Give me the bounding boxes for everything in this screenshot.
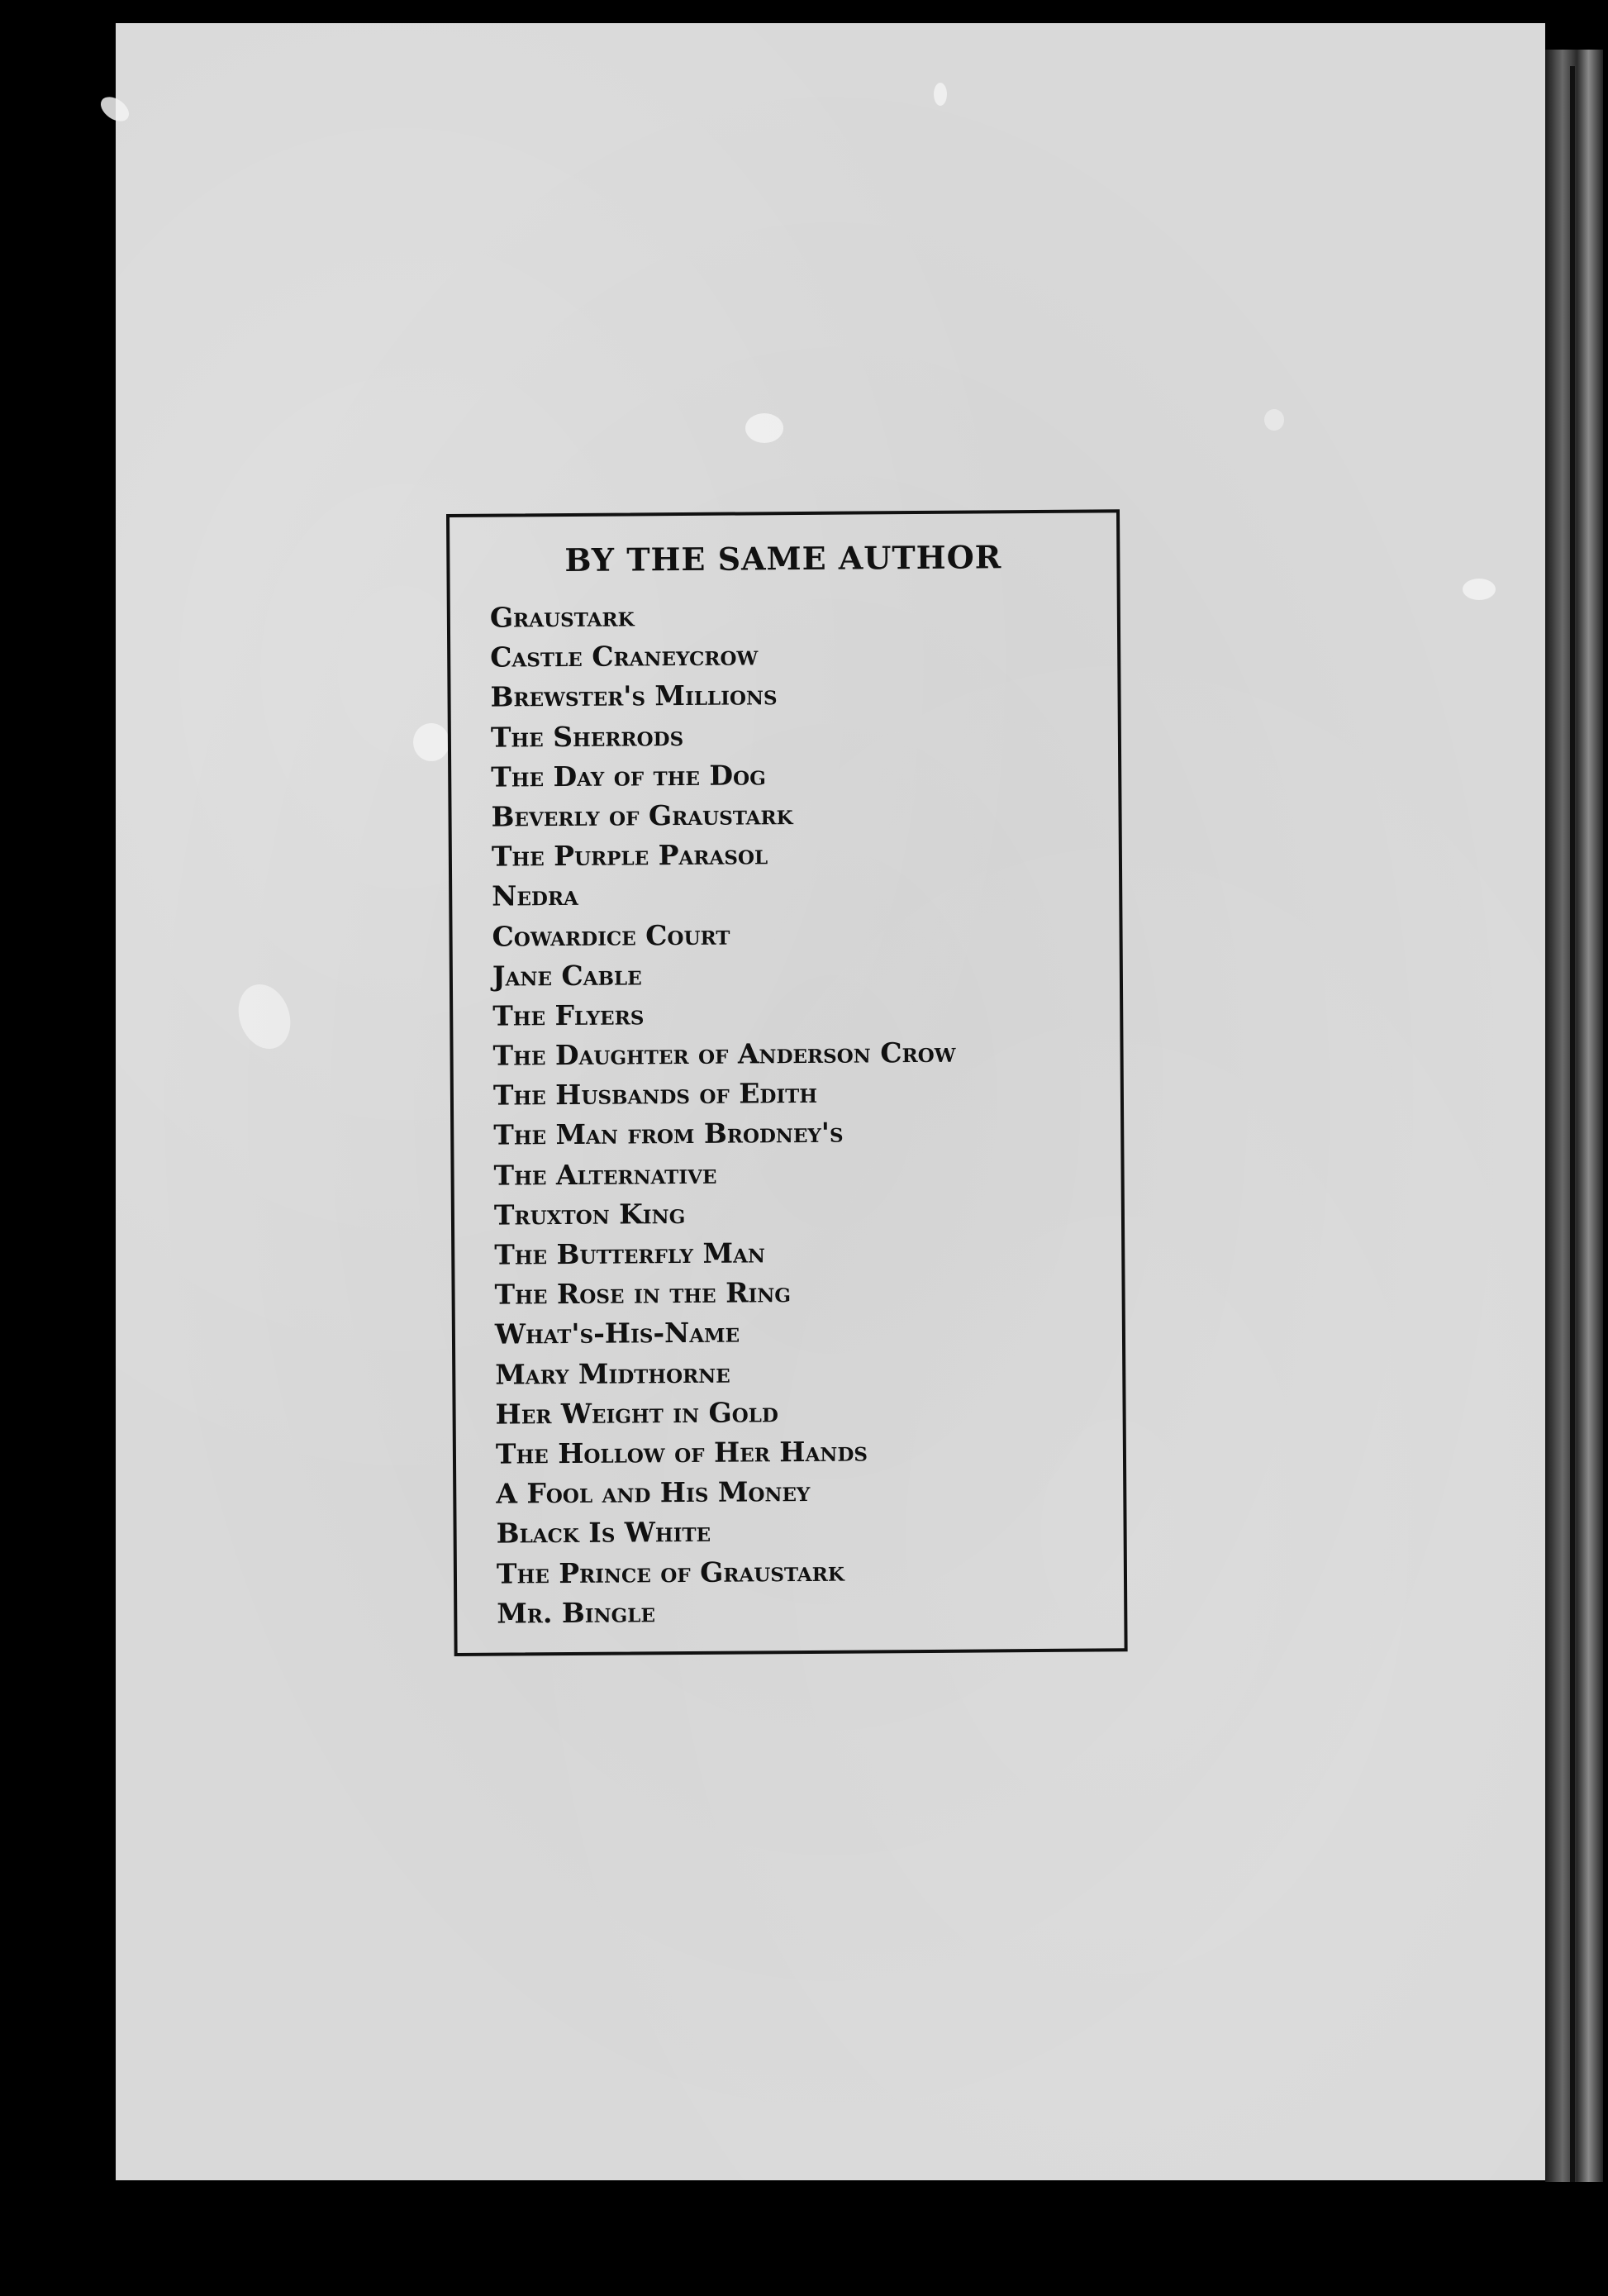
book-title: A Fool and His Money (496, 1475, 811, 1510)
book-title: Black Is White (496, 1516, 711, 1550)
book-title-list (490, 595, 960, 1634)
book-title: Nedra (492, 879, 578, 912)
book-title: Her Weight in Gold (495, 1395, 778, 1431)
book-title: The Prince of Graustark (496, 1555, 844, 1590)
book-title: The Daughter of Anderson Crow (492, 1036, 956, 1072)
book-title: The Purple Parasol (491, 838, 768, 873)
book-title: The Man from Brodney's (493, 1117, 844, 1152)
book-title: Mary Midthorne (495, 1356, 730, 1391)
book-title: Beverly of Graustark (491, 798, 793, 833)
book-title: The Rose in the Ring (494, 1276, 792, 1311)
book-title: Brewster's Millions (490, 679, 778, 714)
book-title: The Sherrods (490, 719, 684, 754)
book-title: Graustark (489, 600, 635, 634)
book-title: The Butterfly Man (494, 1236, 766, 1271)
paper-speck (745, 413, 783, 443)
paper-speck (1463, 579, 1496, 600)
book-title: The Flyers (492, 998, 645, 1032)
book-title: Mr. Bingle (497, 1595, 656, 1630)
book-title: Truxton King (493, 1197, 686, 1231)
book-title: Castle Craneycrow (490, 639, 759, 674)
book-title: The Hollow of Her Hands (495, 1435, 868, 1470)
book-title: Jane Cable (492, 959, 642, 993)
paper-speck (413, 723, 450, 761)
box-heading: BY THE SAME AUTHOR (564, 538, 1002, 579)
book-title: The Day of the Dog (491, 759, 766, 793)
page-edge-line (1570, 66, 1575, 2182)
book-title: The Husbands of Edith (492, 1077, 818, 1112)
same-author-box (446, 509, 1128, 1656)
book-title: Cowardice Court (492, 918, 730, 953)
paper-speck (934, 83, 947, 106)
book-title: What's-His-Name (494, 1316, 740, 1350)
book-title: The Alternative (493, 1157, 717, 1192)
paper-speck (1264, 409, 1284, 431)
